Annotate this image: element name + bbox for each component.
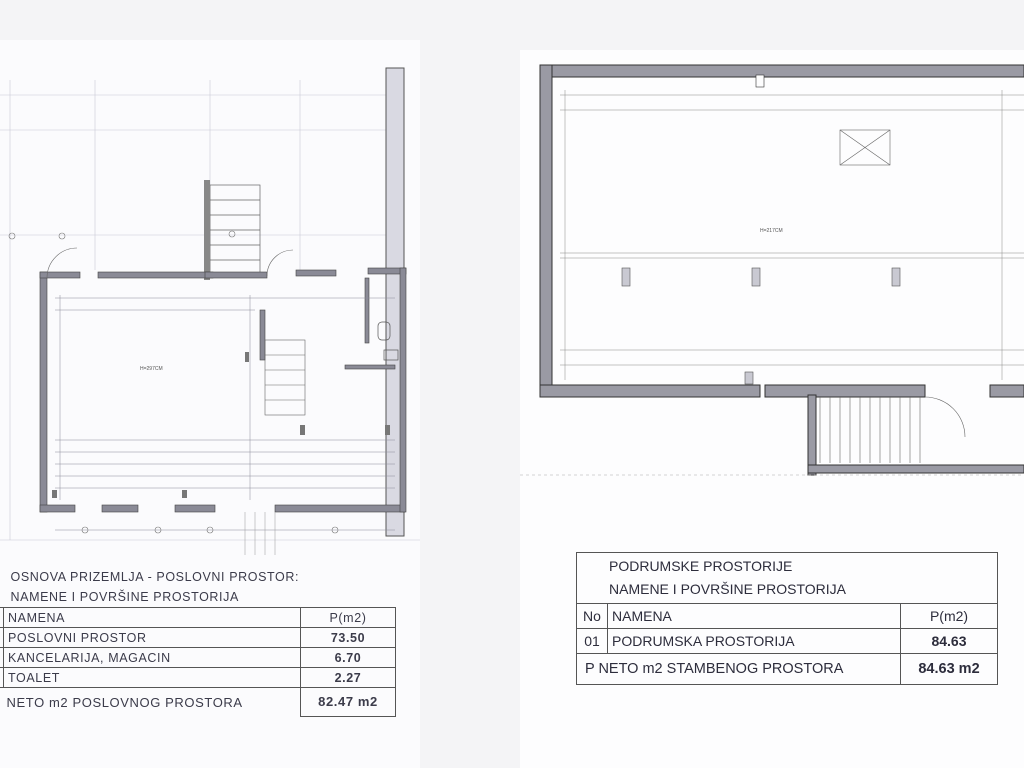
basement-sheet: [520, 50, 1024, 768]
basement-table-title-2: NAMENE I POVRŠINE PROSTORIJA: [609, 581, 847, 597]
ground-floor-plan: [0, 40, 420, 560]
basement-table-title: [577, 553, 998, 604]
ground-floor-table-title-2: NAMENE I POVRŠINE PROSTORIJA: [10, 590, 239, 604]
basement-height-label: H=217CM: [760, 228, 783, 234]
ground-floor-total-value: 82.47 m2: [301, 688, 396, 717]
area-header: P(m2): [301, 608, 396, 628]
ground-floor-sheet: [0, 40, 420, 768]
room-name: POSLOVNI PROSTOR: [4, 628, 301, 648]
room-name: KANCELARIJA, MAGACIN: [4, 648, 301, 668]
ground-floor-table-title-1: OSNOVA PRIZEMLJA - POSLOVNI PROSTOR:: [10, 570, 300, 584]
room-area: 2.27: [301, 668, 396, 688]
namena-header: NAMENA: [4, 608, 301, 628]
row-number: 01: [577, 629, 608, 654]
basement-area-table: [576, 552, 998, 685]
room-area: 6.70: [301, 648, 396, 668]
room-area: 84.63: [901, 629, 998, 654]
basement-total-label: P NETO m2 STAMBENOG PROSTORA: [577, 654, 901, 685]
basement-plan: [520, 50, 1024, 510]
room-name: TOALET: [4, 668, 301, 688]
ground-floor-area-table: [0, 567, 396, 717]
room-area: 73.50: [301, 628, 396, 648]
namena-header: NAMENA: [608, 604, 901, 629]
basement-table-title-1: PODRUMSKE PROSTORIJE: [609, 558, 793, 574]
basement-total-value: 84.63 m2: [901, 654, 998, 685]
area-header: P(m2): [901, 604, 998, 629]
ground-floor-height-label: H=297CM: [140, 366, 163, 372]
no-header: No: [577, 604, 608, 629]
ground-floor-total-label: NETO m2 POSLOVNOG PROSTORA: [6, 694, 243, 710]
room-name: PODRUMSKA PROSTORIJA: [608, 629, 901, 654]
